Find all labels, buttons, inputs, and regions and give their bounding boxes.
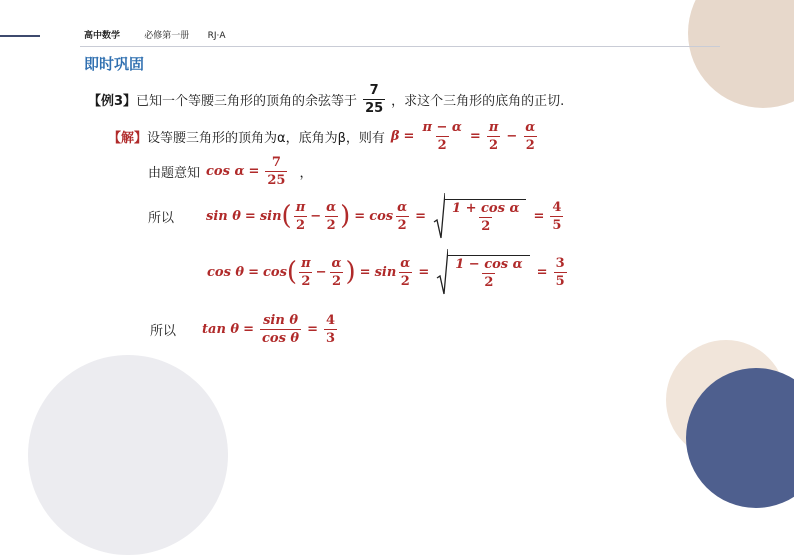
sin-theta-res-num: 4 [552, 199, 562, 215]
cos-alpha-den: 25 [267, 172, 286, 188]
header-accent-line [0, 35, 40, 37]
tan-theta-equation: tan θ = $\frac{\text{sin θ}}{\text{cos θ}}$ = $\frac{4}{3}$ [202, 312, 336, 346]
cos-theta-res-den: 5 [555, 273, 565, 289]
beta-f3-num: α [525, 119, 536, 135]
beta-frac-3 [523, 121, 537, 152]
cos-alpha-num: 7 [271, 154, 281, 170]
beta-frac-1 [420, 121, 463, 152]
cos-theta-res-num: 3 [555, 255, 565, 271]
tan-theta-f-num: sin θ [263, 312, 298, 328]
sin-theta-h-num: α [397, 199, 408, 215]
beta-f3-den: 2 [525, 137, 535, 153]
solution-line5-text: 所以 [150, 323, 177, 339]
cos-alpha-frac [265, 156, 287, 187]
sin-theta-r-den: 2 [481, 219, 491, 234]
solution-line-1 [108, 118, 539, 154]
solution-line3-text: 所以 [148, 210, 175, 226]
beta-lhs: β [390, 128, 400, 144]
cos-theta-p-num2: α [331, 255, 342, 271]
cos-alpha-lhs: cos α [206, 163, 245, 179]
problem-frac-den: 25 [365, 100, 384, 116]
header-underline [80, 46, 720, 47]
tan-theta-frac [260, 314, 301, 345]
cos-theta-sqrt [436, 248, 529, 296]
cos-theta-h-den: 2 [400, 273, 410, 289]
beta-f2-num: π [488, 119, 499, 135]
problem-text-before: 已知一个等腰三角形的顶角的余弦等于 [136, 93, 358, 109]
sin-theta-p-num2: α [326, 199, 337, 215]
sin-theta-res-den: 5 [552, 217, 562, 233]
beta-f1-den: 2 [437, 137, 447, 153]
tan-theta-lhs: tan θ [202, 321, 240, 337]
sin-theta-h-den: 2 [397, 217, 407, 233]
cos-theta-r-den: 2 [484, 275, 494, 290]
beta-f1-num: π − α [422, 119, 462, 135]
header-edition: RJ·A [207, 31, 226, 41]
sin-theta-p-den2: 2 [326, 217, 336, 233]
solution-line2-text: 由题意知 [148, 165, 201, 181]
beta-f2-den: 2 [489, 137, 499, 153]
solution-line-2 [148, 152, 312, 190]
tan-theta-res-num: 4 [326, 312, 336, 328]
problem-tag: 【例3】 [88, 93, 137, 109]
header [84, 28, 226, 41]
cos-theta-paren-frac-2 [330, 257, 344, 288]
beta-frac-2 [487, 121, 501, 152]
sin-theta-result [550, 201, 563, 232]
sin-theta-fn2: cos [369, 208, 394, 224]
tan-theta-f-den: cos θ [262, 330, 300, 346]
sin-theta-paren-frac-2 [324, 201, 338, 232]
cos-alpha-equation: cos α = $\frac{7}{25}$ ， [206, 154, 313, 188]
solution-line-4 [207, 248, 569, 296]
cos-theta-p-den1: 2 [301, 273, 311, 289]
problem-frac-num: 7 [369, 82, 379, 98]
tan-theta-result [324, 314, 337, 345]
cos-theta-p-num1: π [301, 255, 311, 271]
problem-statement [88, 80, 564, 118]
solution-line-3 [148, 192, 565, 240]
cos-theta-r-num: 1 − cos α [455, 257, 523, 272]
cos-theta-lhs: cos θ [207, 264, 245, 280]
cos-alpha-tail: ， [299, 165, 313, 181]
cos-theta-paren-frac-1 [299, 257, 313, 288]
cos-theta-p-den2: 2 [331, 273, 342, 289]
header-book: 必修第一册 [144, 31, 190, 41]
header-subject: 高中数学 [84, 31, 121, 41]
cos-theta-h-num: α [400, 255, 411, 271]
cos-theta-equation: cos θ = cos ( $\frac{\pi}{2}$ − $\frac{\alpha}{2}$ ) = sin $\frac{\alpha}{2}$ = $\frac{\text{1 − cos α}}{2}$ = $\frac{3}{5}$ [207, 248, 569, 296]
sin-theta-equation: sin θ = sin ( $\frac{\pi}{2}$ − $\frac{\alpha}{2}$ ) = cos $\frac{\alpha}{2}$ = $\frac{\text{1 + cos α}}{2}$ = $\frac{4}{5}$ [206, 192, 565, 240]
cos-theta-result [554, 257, 567, 288]
cos-theta-radicand [453, 258, 524, 289]
sin-theta-fn1: sin [259, 208, 282, 224]
solution-line-5 [150, 308, 339, 350]
sin-theta-radicand [450, 202, 521, 233]
sin-theta-sqrt [433, 192, 526, 240]
decor-circle-top-right [688, 0, 794, 108]
sin-theta-r-num: 1 + cos α [452, 201, 520, 216]
problem-fraction [363, 84, 385, 115]
decor-circle-bottom-left [28, 355, 228, 555]
problem-text-after: ，求这个三角形的底角的正切. [391, 93, 565, 109]
cos-theta-fn1: cos [263, 264, 287, 280]
sin-theta-p-den1: 2 [295, 217, 305, 233]
tan-theta-res-den: 3 [326, 330, 336, 346]
sin-theta-lhs: sin θ [206, 208, 241, 224]
solution-line1-text: 设等腰三角形的顶角为α，底角为β，则有 [147, 130, 385, 146]
sin-theta-p-num1: π [295, 199, 306, 215]
cos-theta-fn2: sin [374, 264, 397, 280]
solution-tag: 【解】 [108, 130, 148, 146]
section-title: 即时巩固 [84, 55, 145, 73]
sin-theta-half-frac [395, 201, 409, 232]
cos-theta-half-frac [398, 257, 412, 288]
sin-theta-paren-frac-1 [294, 201, 308, 232]
beta-equation: β = $\frac{\pi - \alpha}{2}$ = $\frac{\pi}{2}$ − $\frac{\alpha}{2}$ [390, 119, 536, 153]
